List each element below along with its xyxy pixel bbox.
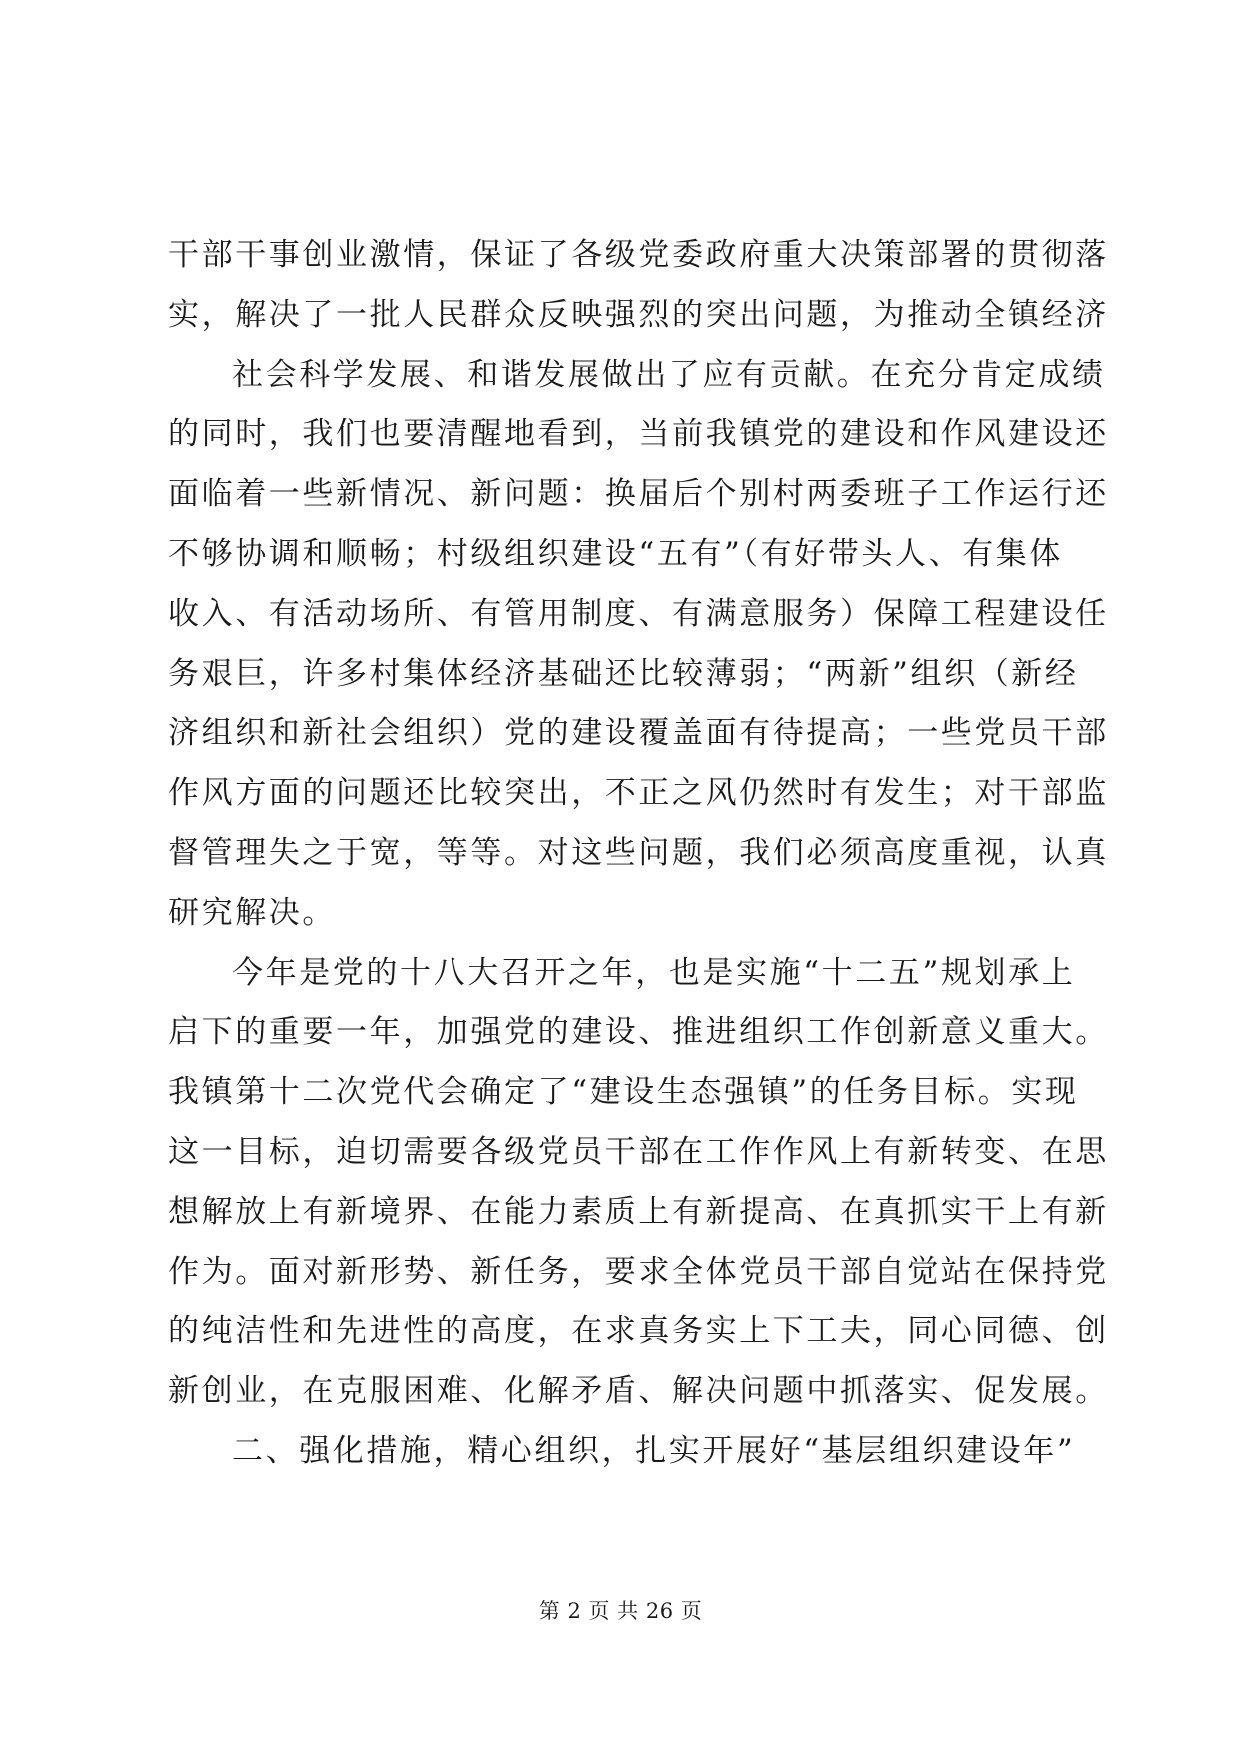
text-line: 作风方面的问题还比较突出，不正之风仍然时有发生；对干部监 xyxy=(168,775,1109,812)
text-line: 面临着一些新情况、新问题：换届后个别村两委班子工作运行还 xyxy=(168,476,1109,513)
text-line: 新创业，在克服困难、化解矛盾、解决问题中抓落实、促发展。 xyxy=(168,1373,1109,1410)
text-line: 济组织和新社会组织）党的建设覆盖面有待提高；一些党员干部 xyxy=(168,715,1109,752)
text-line: 启下的重要一年，加强党的建设、推进组织工作创新意义重大。 xyxy=(168,1014,1109,1051)
body-text xyxy=(168,226,1109,1482)
page-footer: 第 2 页 共 26 页 xyxy=(538,1599,703,1623)
text-line: 督管理失之于宽，等等。对这些问题，我们必须高度重视，认真 xyxy=(168,834,1109,871)
text-line: 实，解决了一批人民群众反映强烈的突出问题，为推动全镇经济 xyxy=(168,296,1109,333)
text-line: 社会科学发展、和谐发展做出了应有贡献。在充分肯定成绩 xyxy=(232,356,1106,393)
text-line: 作为。面对新形势、新任务，要求全体党员干部自觉站在保持党 xyxy=(168,1253,1109,1290)
text-line: 今年是党的十八大召开之年，也是实施“十二五”规划承上 xyxy=(232,954,1076,991)
text-line: 干部干事创业激情，保证了各级党委政府重大决策部署的贯彻落 xyxy=(168,237,1109,273)
text-line: 二、强化措施，精心组织，扎实开展好“基层组织建设年” xyxy=(232,1432,1076,1469)
text-line: 这一目标，迫切需要各级党员干部在工作作风上有新转变、在思 xyxy=(168,1133,1109,1170)
text-line: 研究解决。 xyxy=(168,894,336,931)
text-line: 的纯洁性和先进性的高度，在求真务实上下工夫，同心同德、创 xyxy=(168,1313,1109,1350)
text-line: 我镇第十二次党代会确定了“建设生态强镇”的任务目标。实现 xyxy=(168,1074,1079,1111)
text-line: 的同时，我们也要清醒地看到，当前我镇党的建设和作风建设还 xyxy=(168,416,1109,453)
text-line: 想解放上有新境界、在能力素质上有新提高、在真抓实干上有新 xyxy=(168,1193,1109,1230)
text-line: 务艰巨，许多村集体经济基础还比较薄弱；“两新”组织（新经 xyxy=(168,655,1079,692)
text-line: 收入、有活动场所、有管用制度、有满意服务）保障工程建设任 xyxy=(168,595,1109,632)
text-line: 不够协调和顺畅；村级组织建设“五有”（有好带头人、有集体 xyxy=(168,535,1063,572)
